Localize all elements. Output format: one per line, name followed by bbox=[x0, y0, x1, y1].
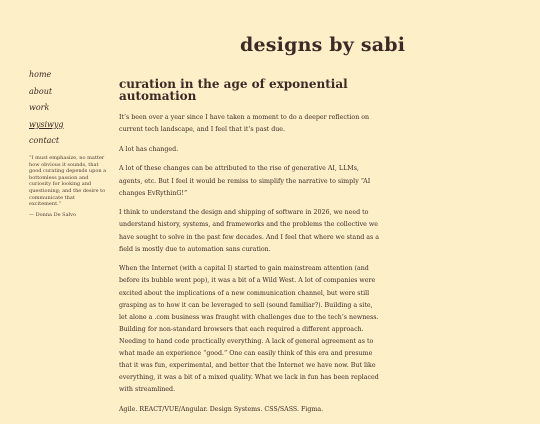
quote-author: — Donna De Salvo bbox=[29, 211, 77, 218]
quote-text: “I must emphasize, no matter how obvious it sounds, that good curating depends upon a bottomless passion and curiosity for looking and questioning; and the desire to communicate that excitement.” bbox=[29, 155, 107, 208]
nav-wysiwyg-link[interactable]: wysiwyg bbox=[29, 119, 64, 129]
sidebar-quote bbox=[29, 155, 107, 218]
nav-contact-link[interactable]: contact bbox=[29, 136, 60, 145]
post-paragraph: I think to understand the design and shipping of software in 2026, we need to understand history, systems, and frameworks and the problems the collective we have sought to solve in the past few decades. And I feel that where we stand as a field is mostly due to automation sans curation. bbox=[119, 209, 380, 253]
nav-work-link[interactable]: work bbox=[29, 103, 50, 112]
post-paragraph: When the Internet (with a capital I) started to gain mainstream attention (and before its bubble went pop), it was a bit of a Wild West. A lot of companies were excited about the implications of a new communication channel, but were still grasping as to how it can be leveraged to sell (sound familiar?). Building a site, let alone a .com business was fraught with challenges due to the tech’s newness. Building for non-standard browsers that each required a different approach. Needing to hand code practically everything. A lack of general agreement as to what made an experience “good.” One can easily think of this era and presume that it was fun, experimental, and better that the Internet we have now. But like everything, it was a bit of a mixed quality. What we lack in fun has been replaced with streamlined. bbox=[119, 265, 379, 394]
site-title[interactable]: designs by sabi bbox=[240, 34, 406, 56]
nav-home-link[interactable]: home bbox=[29, 70, 52, 79]
post-article bbox=[119, 78, 381, 424]
post-title: curation in the age of exponential automation bbox=[119, 77, 348, 103]
post-paragraph: A lot has changed. bbox=[119, 145, 179, 153]
post-paragraph: A lot of these changes can be attributed to the rise of generative AI, LLMs, agents, etc. But I feel it would be remiss to simplify the narrative to simply “AI changes EvRythinG!” bbox=[119, 165, 371, 197]
sidebar-nav bbox=[29, 70, 109, 153]
post-paragraph: It’s been over a year since I have taken a moment to do a deeper reflection on current tech landscape, and I feel that it’s past due. bbox=[119, 114, 370, 134]
post-paragraph: Agile. REACT/VUE/Angular. Design Systems. CSS/SASS. Figma. bbox=[119, 405, 324, 413]
nav-about-link[interactable]: about bbox=[29, 86, 53, 96]
